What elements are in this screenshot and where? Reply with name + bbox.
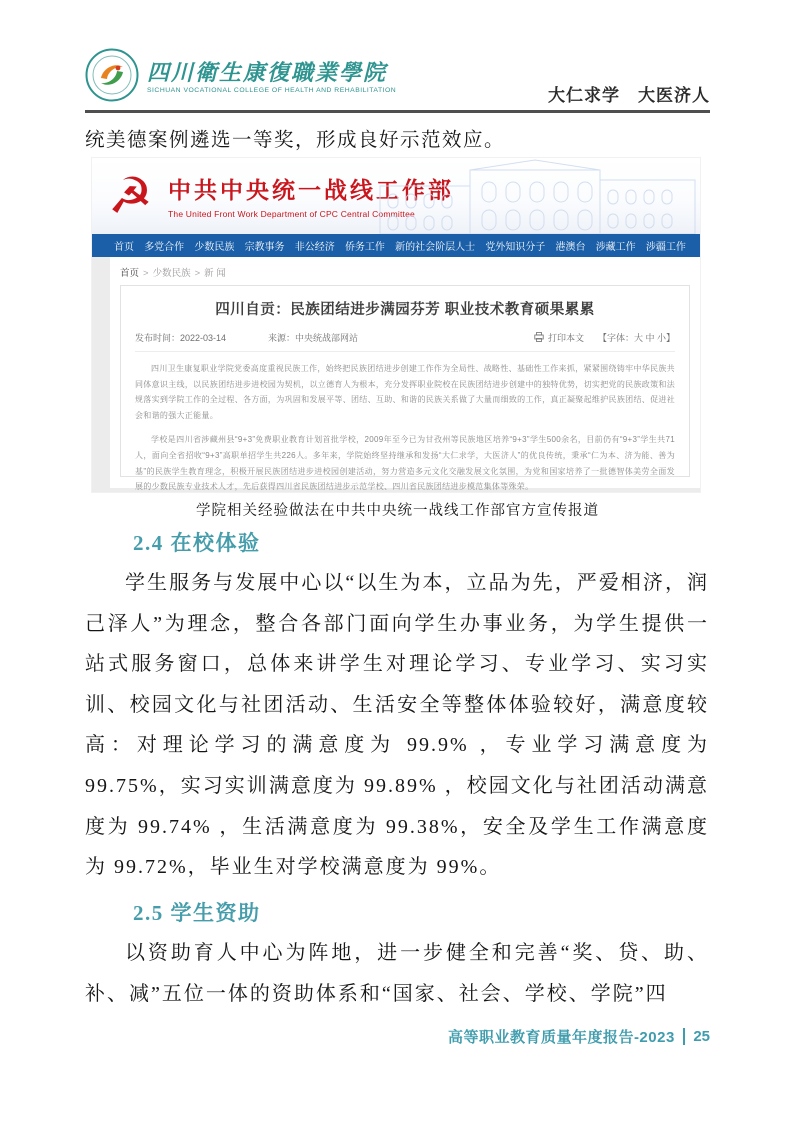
footer-separator: [683, 1028, 686, 1045]
section-body-2-4: 学生服务与发展中心以“以生为本，立品为先，严爱相济，润己泽人”为理念，整合各部门面向学生办事业务，为学生提供一站式服务窗口，总体来讲学生对理论学习、专业学习、实习实训、校园文化与社团活动、生活安全等整体体验较好，满意度较高：对理论学习的满意度为 99.9% ，专业学习满意度为 99.75%，实习实训满意度为 99.89% ，校园文化与社团活动满意度为 99.74% ，生活满意度为 99.38%，安全及学生工作满意度为 99.72%，毕业生对学校满意度为 99%。: [85, 572, 709, 879]
college-motto: 大仁求学 大医济人: [548, 86, 710, 105]
nav-item-multiparty: 多党合作: [144, 242, 185, 253]
building-watermark-icon: [370, 158, 700, 234]
website-subtitle: The United Front Work Department of CPC Central Committee: [168, 209, 415, 219]
section-heading-2-4: 2.4 在校体验: [133, 531, 261, 555]
breadcrumb-separator: >: [194, 268, 201, 279]
article-title: 四川自贡：民族团结进步满园芬芳 职业技术教育硕果累累: [215, 302, 595, 318]
breadcrumb-category: 少数民族: [152, 268, 191, 279]
font-size-control: 【字体：大 中 小】: [597, 333, 675, 343]
nav-item-overseas: 侨务工作: [344, 242, 385, 253]
breadcrumb-separator: >: [143, 268, 149, 279]
college-name-en: SICHUAN VOCATIONAL COLLEGE OF HEALTH AND REHABILITATION: [147, 87, 397, 95]
nav-item-intellectuals: 党外知识分子: [485, 242, 546, 253]
article-meta-row: [135, 331, 675, 344]
header-divider: [85, 110, 710, 113]
footer-report-title: 高等职业教育质量年度报告-2023: [447, 1029, 675, 1046]
breadcrumb-page: 新 闻: [204, 268, 226, 279]
website-title: 中共中央统一战线工作部: [168, 177, 454, 203]
article-divider: [135, 351, 675, 352]
college-name-cn: 四川衛生康復職業學院: [147, 59, 388, 85]
footer-page-number: 25: [693, 1028, 710, 1045]
printer-icon: [534, 332, 544, 344]
publish-date: 发布时间：2022-03-14: [135, 333, 227, 343]
nav-item-xinjiang: 涉疆工作: [645, 242, 686, 253]
nav-item-tibet: 涉藏工作: [595, 242, 636, 253]
website-masthead: [92, 158, 700, 234]
college-logo: [85, 48, 396, 107]
page-header: [85, 46, 710, 108]
nav-item-new-social: 新的社会阶层人士: [395, 242, 476, 253]
article-paragraph-1: 四川卫生康复职业学院党委高度重视民族工作，始终把民族团结进步创建工作作为全局性、战略性、基础性工作来抓，紧紧围绕铸牢中华民族共同体意识主线，以民族团结进步进校园为契机，以立德育人为根本，充分发挥职业院校在民族团结进步创建中的独特优势，切实把党的民族政策和法规落实到学院工作的全过程、各方面，为巩固和发展平等、团结、互助、和谐的民族关系做了大量而细致的工作，真正凝聚起维护民族团结、促进社会和谐的强大正能量。: [135, 364, 675, 420]
article-panel: [120, 285, 690, 492]
embedded-website-screenshot: [92, 158, 700, 492]
website-content-area: [92, 257, 700, 492]
print-label: 打印本文: [547, 333, 584, 343]
nav-item-minorities: 少数民族: [194, 242, 235, 253]
nav-item-religion: 宗教事务: [244, 242, 285, 253]
figure-caption: 学院相关经验做法在中共中央统一战线工作部官方宣传报道: [196, 503, 599, 519]
article-source: 来源：中央统战部网站: [268, 333, 359, 343]
website-nav-bar: [92, 234, 700, 257]
article-paragraph-2: 学校是四川省涉藏州县“9+3”免费职业教育计划首批学校，2009年至今已为甘孜州等民族地区培养“9+3”学生500余名，目前仍有“9+3”学生共71人，面向全省招收“9+3”高职单招学生共226人。多年来，学院始终坚持继承和发扬“大仁求学，大医济人”的优良传统，秉承“仁为本、济为能、善为基”的民族学生教育理念，积极开展民族团结进步进校园创建活动，努力营造多元文化交融发展文化氛围，为党和国家培养了一批德智体美劳全面发展的少数民族专业技术人才，先后获得四川省民族团结进步示范学校、四川省民族团结进步模范集体等殊荣。: [135, 435, 675, 492]
nav-item-nonpublic: 非公经济: [294, 242, 335, 253]
nav-item-home: 首页: [114, 242, 134, 253]
breadcrumb: [110, 257, 700, 285]
section-body-2-5: 以资助育人中心为阵地，进一步健全和完善“奖、贷、助、补、减”五位一体的资助体系和“国家、社会、学校、学院”四: [85, 942, 709, 1005]
print-control: [534, 331, 584, 344]
intro-paragraph: 统美德案例遴选一等奖，形成良好示范效应。: [85, 130, 506, 151]
hammer-sickle-icon: ☭: [108, 168, 153, 224]
college-logo-icon: [85, 48, 139, 107]
nav-item-hkmotw: 港澳台: [555, 242, 586, 253]
section-heading-2-5: 2.5 学生资助: [133, 901, 261, 925]
page-footer: [448, 1026, 710, 1047]
breadcrumb-home: 首页: [120, 268, 140, 279]
